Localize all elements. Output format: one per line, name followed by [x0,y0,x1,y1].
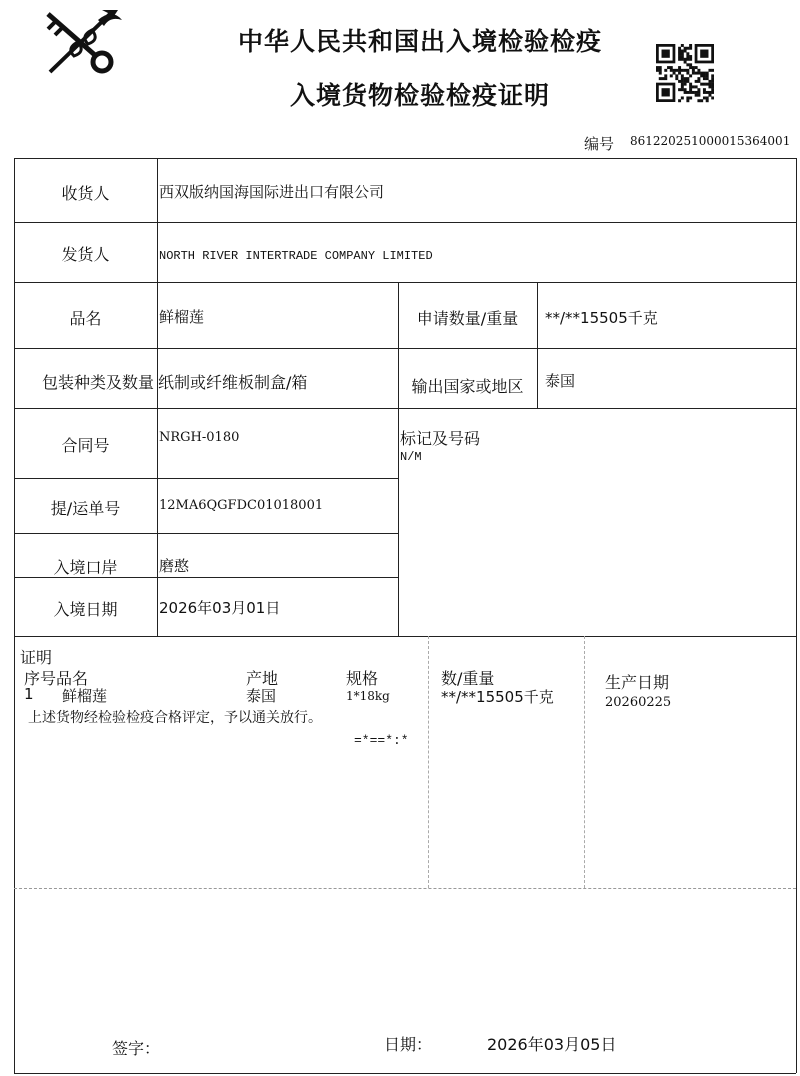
consignee-value: 西双版纳国海国际进出口有限公司 [159,183,385,201]
marks-value: N/M [400,450,422,464]
issue-date-label: 日期： [384,1035,433,1054]
serial-number-value: 861220251000015364001 [630,134,791,148]
contract-no-label: 合同号 [61,436,110,455]
row-spec: 1*18kg [346,689,390,703]
document-title-line2: 入境货物检验检疫证明 [289,81,550,110]
certificate-section-label: 证明 [20,648,53,667]
consignor-label: 发货人 [61,245,110,264]
quantity-value: **/**15505千克 [545,309,658,327]
product-name-value: 鲜榴莲 [159,308,205,326]
product-name-label: 品名 [69,309,102,328]
package-value: 纸制或纤维板制盒/箱 [158,373,308,392]
serial-number-label: 编号 [584,135,615,153]
col-production-date-header: 生产日期 [605,673,670,692]
entry-port-label: 入境口岸 [53,558,118,577]
consignor-value: NORTH RIVER INTERTRADE COMPANY LIMITED [159,249,433,263]
row-seq: 1 [24,685,34,703]
col-spec-header: 规格 [346,669,379,688]
origin-country-value: 泰国 [545,372,576,390]
entry-date-value: 2026年03月01日 [159,599,281,617]
package-label: 包装种类及数量 [42,373,155,392]
col-quantity-header: 数/重量 [441,669,495,688]
row-quantity: **/**15505千克 [441,688,554,706]
row-product-name: 鲜榴莲 [62,687,108,705]
contract-no-value: NRGH-0180 [159,430,240,445]
col-seq-name-header: 序号品名 [24,669,89,688]
marks-label: 标记及号码 [400,429,481,448]
qr-code-icon [656,40,714,106]
origin-country-label: 输出国家或地区 [411,377,524,396]
col-origin-header: 产地 [246,669,279,688]
document-title-line1: 中华人民共和国出入境检验检疫 [237,27,602,56]
bill-of-lading-label: 提/运单号 [50,499,121,518]
entry-port-value: 磨憨 [159,557,190,575]
bill-of-lading-value: 12MA6QGFDC01018001 [159,498,324,513]
issue-date-value: 2026年03月05日 [487,1035,617,1054]
row-production-date: 20260225 [605,695,672,710]
entry-date-label: 入境日期 [53,600,118,619]
consignee-label: 收货人 [61,184,110,203]
row-origin: 泰国 [246,687,277,705]
customs-emblem-icon [38,6,124,76]
certificate-statement: 上述货物经检验检疫合格评定，予以通关放行。 [28,710,322,726]
quantity-label: 申请数量/重量 [416,309,519,328]
signature-label: 签字： [112,1039,161,1058]
end-marker: =*==*:* [354,733,409,748]
